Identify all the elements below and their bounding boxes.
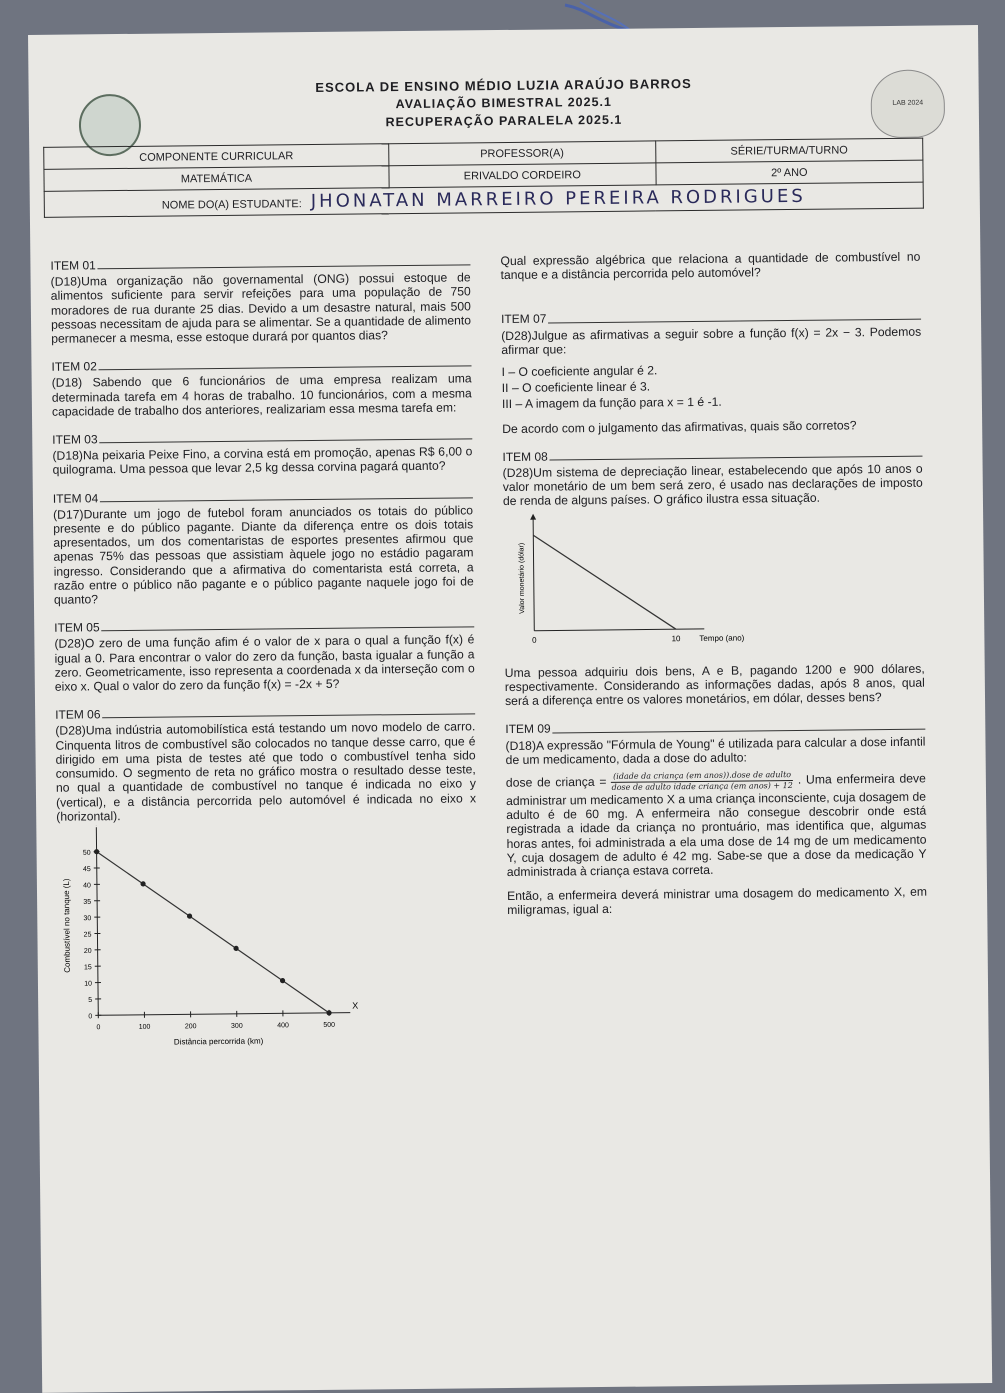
x-tick-label: 100 — [139, 1024, 151, 1031]
grade-value: 2º ANO — [656, 160, 924, 185]
item-07-question: De acordo com o julgamento das afirmativas, quais são corretos? — [502, 417, 922, 436]
fuel-series-line — [97, 849, 329, 1015]
y-tick-label: 15 — [84, 964, 92, 971]
x-tick-label: 500 — [323, 1022, 335, 1029]
item-01-title: ITEM 01 — [50, 254, 470, 273]
header-teacher: PROFESSOR(A) — [389, 141, 656, 166]
info-table — [43, 138, 924, 218]
item-07-statement-1: I – O coeficiente angular é 2. — [502, 361, 922, 380]
y-axis — [96, 827, 98, 1015]
formula-numerator: (idade da criança (em anos)).dose de adulto — [611, 770, 793, 783]
y-tick-label: 10 — [84, 981, 92, 988]
y-tick-label: 25 — [84, 931, 92, 938]
item-09-formula-line — [506, 769, 927, 880]
x-axis — [534, 629, 704, 631]
y-tick-label: 50 — [83, 850, 91, 857]
depreciation-chart — [503, 508, 805, 661]
item-01-text: (D18)Uma organização não governamental (ONG) possui estoque de alimentos suficiente para servir refeições para uma população de 750 moradores de rua durante 25 dias. Devido a um desastre natural, mais 500 pessoas necessitam de ajuda para se alimentar. Se a quantidade de alimento permanecer a mesma, esse estoque durará por quantos dias? — [51, 271, 472, 346]
student-name-handwritten: JHONATAN MARREIRO PEREIRA RODRIGUES — [311, 186, 806, 212]
left-column — [50, 240, 479, 1058]
item-03-title: ITEM 03 — [52, 428, 472, 447]
fuel-chart — [56, 822, 358, 1055]
item-08-text: (D28)Um sistema de depreciação linear, estabelecendo que após 10 anos o valor monetário de um bem será zero, é usado nas declarações de imposto de renda de alguns países. O gráfico ilustra essa situação. — [503, 462, 923, 509]
x-tick-label: 0 — [532, 635, 537, 644]
item-02-text: (D18) Sabendo que 6 funcionários de uma empresa realizam uma determinada tarefa em 4 horas de trabalho. 10 funcionários, com a mesma capacidade de trabalho dos anteriores, realizariam essa mesma tarefa em: — [52, 372, 472, 419]
item-09-question: Então, a enfermeira deverá ministrar uma dosagem do medicamento X, em miligramas, igual a: — [507, 885, 927, 918]
y-axis-label: Valor monetário (dólar) — [518, 542, 526, 613]
x-tick-label: 400 — [277, 1022, 289, 1029]
item-05-text: (D28)O zero de uma função afim é o valor de x para o qual a função f(x) é igual a 0. Para encontrar o valor do zero da função, basta igualar a função a zero. Geometricamente, isso representa a coordenada x da interseção com o eixo x. Qual o valor do zero da função f(x) = -2x + 5? — [54, 633, 475, 694]
header-component: COMPONENTE CURRICULAR — [44, 144, 389, 170]
item-09-title: ITEM 09 — [505, 718, 925, 737]
evaluation-title: AVALIAÇÃO BIMESTRAL 2025.1 — [29, 91, 979, 115]
y-axis-arrow — [530, 513, 536, 519]
x-axis-label: Distância percorrida (km) — [174, 1036, 264, 1046]
item-03-text: (D18)Na peixaria Peixe Fino, a corvina está em promoção, apenas R$ 6,00 o quilograma. Uma pessoa que levar 2,5 kg dessa corvina pagará quanto? — [52, 445, 472, 478]
item-04-title: ITEM 04 — [53, 487, 473, 506]
item-08-title: ITEM 08 — [502, 445, 922, 464]
item-04-text: (D17)Durante um jogo de futebol foram anunciados os totais do público presente e do público pagante. Diante da diferença entre os dois totais apresentados, um dos comentaristas de esportes presentes afirmou que apenas 75% das pessoas que assistiam àquele jogo no estádio pagaram ingresso. Considerando que a afirmativa do comentarista está correta, a razão entre o público não pagante e o público pagante naquele jogo foi de quanto? — [53, 503, 474, 607]
component-value: MATEMÁTICA — [44, 166, 389, 192]
y-tick-label: 30 — [83, 915, 91, 922]
formula-denominator: dose de adulto idade criança (em anos) + 12 — [611, 781, 793, 793]
y-tick-label: 5 — [88, 997, 92, 1004]
item-05-title: ITEM 05 — [54, 617, 474, 636]
recovery-title: RECUPERAÇÃO PARALELA 2025.1 — [29, 109, 979, 133]
y-tick-label: 20 — [84, 948, 92, 955]
exam-sheet — [28, 25, 992, 1393]
student-label: NOME DO(A) ESTUDANTE: — [162, 198, 302, 211]
item-08-question: Uma pessoa adquiriu dois bens, A e B, pagando 1200 e 900 dólares, respectivamente. Considerando as informações dadas, após 8 anos, qual será a diferença entre os valores monetários, em dólar, desses bens? — [505, 661, 925, 708]
x-tick-label: 200 — [185, 1023, 197, 1030]
y-axis-label: Combustível no tanque (L) — [62, 878, 72, 973]
x-tick-label: 10 — [672, 634, 682, 643]
item-06-question: Qual expressão algébrica que relaciona a quantidade de combustível no tanque e a distância percorrida pelo automóvel? — [500, 250, 920, 283]
y-tick-label: 35 — [83, 899, 91, 906]
item-07-statement-3: III – A imagem da função para x = 1 é -1. — [502, 393, 922, 412]
item-07-intro: (D28)Julgue as afirmativas a seguir sobre a função f(x) = 2x − 3. Podemos afirmar que: — [501, 324, 921, 357]
header-grade: SÉRIE/TURMA/TURNO — [655, 138, 923, 163]
right-column — [500, 236, 927, 920]
school-name: ESCOLA DE ENSINO MÉDIO LUZIA ARAÚJO BARROS — [29, 73, 979, 98]
item-06-title: ITEM 06 — [55, 704, 475, 723]
young-formula — [611, 770, 793, 793]
y-tick-label: 45 — [83, 866, 91, 873]
x-tick-label: 300 — [231, 1023, 243, 1030]
lab-badge-text: LAB 2024 — [892, 100, 923, 107]
y-tick-label: 0 — [88, 1013, 92, 1020]
y-tick-label: 40 — [83, 882, 91, 889]
x-axis-label: Tempo (ano) — [699, 633, 744, 642]
item-07-title: ITEM 07 — [501, 308, 921, 327]
item-07-statement-2: II – O coeficiente linear é 3. — [502, 377, 922, 396]
x-axis-name: X — [352, 1000, 358, 1010]
depreciation-line — [533, 533, 676, 630]
y-axis — [533, 517, 534, 630]
item-09-text: . Uma enfermeira deve administrar um medicamento X a uma criança inconsciente, cuja dosagem de adulto é de 60 mg. A enfermeira não consegue descobrir onde está registrada a idade da criança no prontuário, mas identifica que, algumas horas antes, foi administrada a ela uma dose de 14 mg de um medicamento Y, cuja dosagem de adulto é 42 mg. Sabe-se que a dose da medicação Y administrada à criança estava correta. — [506, 771, 927, 879]
x-axis — [98, 1013, 350, 1016]
item-06-text: (D28)Uma indústria automobilística está testando um novo modelo de carro. Cinquenta litros de combustível são colocados no tanque desse carro, que é dirigido em uma pista de testes até que todo o combustível tenha sido consumido. O segmento de reta no gráfico mostra o resultado desse teste, no qual a quantidade de combustível no tanque é indicada no eixo y (vertical), e a distância percorrida pelo automóvel é indicada no eixo x (horizontal). — [55, 720, 476, 824]
item-09-intro: (D18)A expressão "Fórmula de Young" é utilizada para calcular a dose infantil de um medicamento, dada a dose do adulto: — [505, 734, 925, 767]
formula-lhs: dose de criança = — [506, 775, 607, 790]
x-tick-label: 0 — [96, 1024, 100, 1031]
teacher-value: ERIVALDO CORDEIRO — [389, 163, 656, 188]
item-02-title: ITEM 02 — [51, 356, 471, 375]
